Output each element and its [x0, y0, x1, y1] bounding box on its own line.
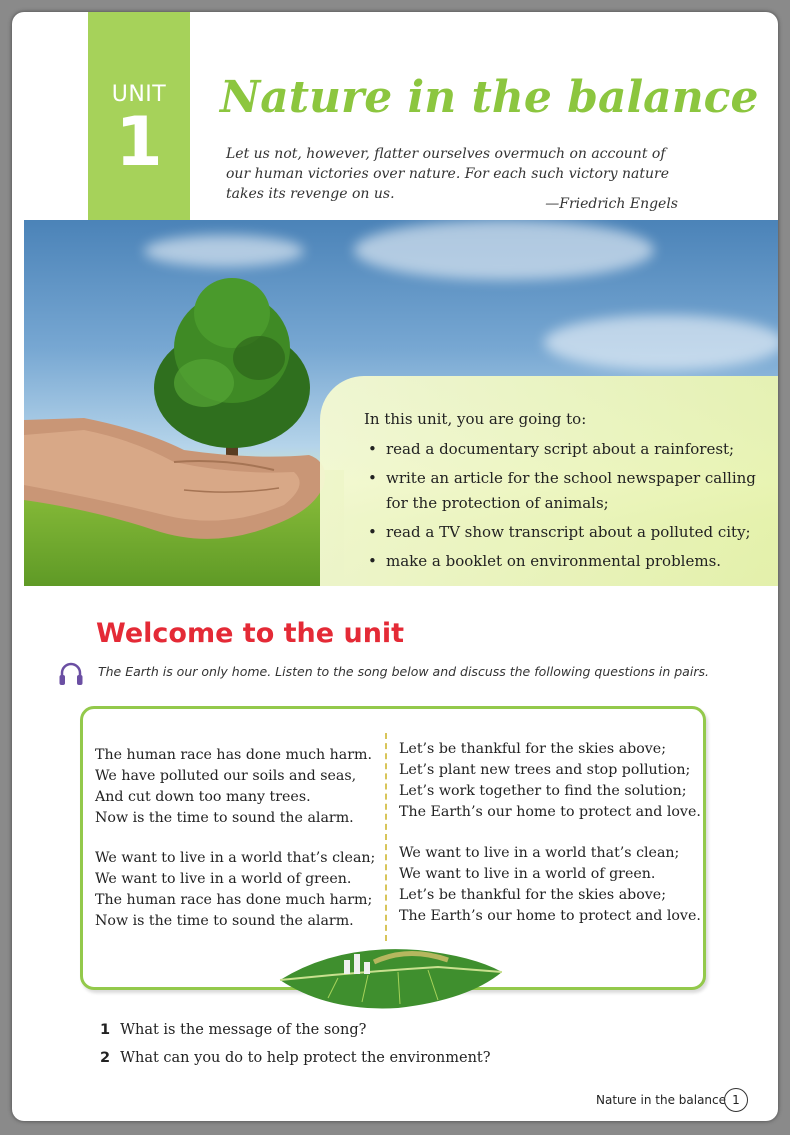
question-number: 1	[100, 1022, 111, 1038]
song-stanza	[95, 848, 375, 932]
lyric-line: The human race has done much harm.	[95, 747, 373, 763]
cloud	[144, 235, 304, 267]
unit-number: 1	[115, 103, 163, 182]
question-item	[100, 1016, 491, 1044]
lyric-line: Let’s be thankful for the skies above;	[399, 887, 666, 903]
listening-instruction: The Earth is our only home. Listen to the song below and discuss the following questions in pairs.	[98, 664, 709, 679]
lyric-line: We want to live in a world that’s clean;	[95, 850, 376, 866]
unit-tab	[88, 12, 190, 228]
footer-unit-title: Nature in the balance	[596, 1093, 727, 1107]
goal-item: • make a booklet on environmental problems.	[364, 549, 764, 574]
lyric-line: The Earth’s our home to protect and love.	[399, 804, 701, 820]
question-number: 2	[100, 1050, 111, 1066]
lyric-line: We have polluted our soils and seas,	[95, 768, 357, 784]
unit-title: Nature in the balance	[220, 72, 759, 123]
lyric-line: And cut down too many trees.	[95, 789, 311, 805]
epigraph-quote: Let us not, however, flatter ourselves overmuch on account of our human victories over nature. For each such victory nature takes its revenge on us.	[226, 146, 670, 202]
lyric-line: Let’s be thankful for the skies above;	[399, 741, 666, 757]
page-number: 1	[724, 1088, 748, 1112]
goals-intro: In this unit, you are going to:	[364, 410, 587, 428]
song-stanza	[95, 745, 372, 829]
section-title: Welcome to the unit	[96, 618, 405, 649]
song-stanza	[399, 739, 701, 823]
goal-item: • read a documentary script about a rainforest;	[364, 437, 764, 462]
epigraph-author: —Friedrich Engels	[545, 196, 678, 212]
cloud	[354, 220, 654, 280]
textbook-page	[12, 12, 778, 1121]
headphones-icon[interactable]	[58, 660, 84, 688]
lyric-line: Let’s work together to find the solution;	[399, 783, 687, 799]
question-text: What is the message of the song?	[120, 1022, 367, 1038]
unit-label: UNIT	[111, 82, 167, 107]
column-divider	[385, 733, 387, 941]
leaf-icon	[278, 942, 508, 1018]
lyric-line: We want to live in a world of green.	[95, 871, 352, 887]
goals-list	[364, 437, 764, 574]
lyric-line: Now is the time to sound the alarm.	[95, 913, 354, 929]
lyric-line: Now is the time to sound the alarm.	[95, 810, 354, 826]
song-stanza	[399, 843, 701, 927]
goal-item: • read a TV show transcript about a polluted city;	[364, 520, 764, 545]
lyric-line: We want to live in a world of green.	[399, 866, 656, 882]
unit-goals	[364, 407, 764, 578]
lyric-line: The human race has done much harm;	[95, 892, 373, 908]
cloud	[544, 315, 778, 370]
discussion-questions	[100, 1016, 491, 1072]
cupped-hands-icon	[24, 400, 334, 560]
lyric-line: We want to live in a world that’s clean;	[399, 845, 680, 861]
lyric-line: The Earth’s our home to protect and love.	[399, 908, 701, 924]
lyric-line: Let’s plant new trees and stop pollution;	[399, 762, 691, 778]
question-text: What can you do to help protect the environment?	[120, 1050, 491, 1066]
goal-item: • write an article for the school newspaper calling for the protection of animals;	[364, 466, 764, 516]
question-item	[100, 1044, 491, 1072]
